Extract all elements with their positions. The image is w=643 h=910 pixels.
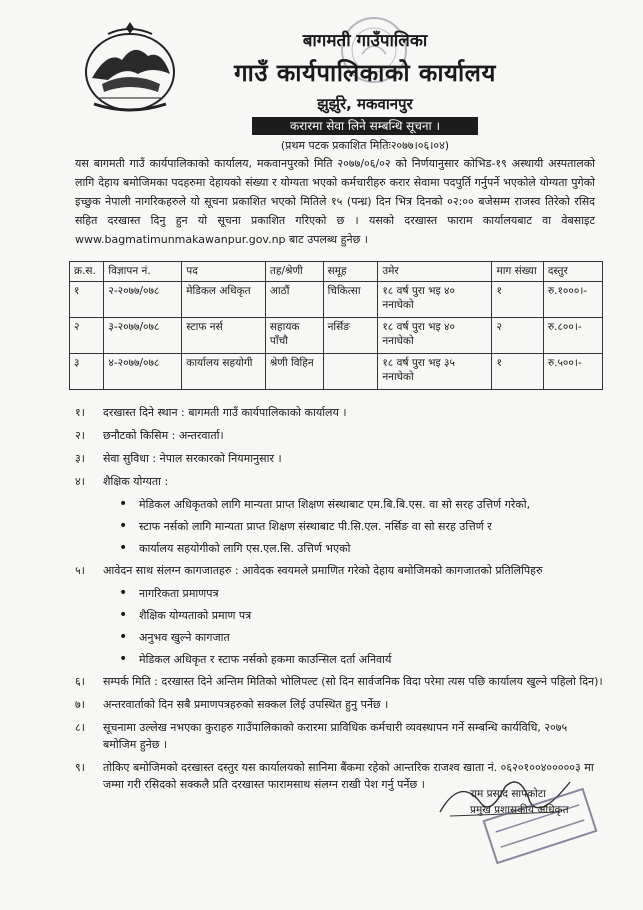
cell: ४-२०७७/०७८ [104, 354, 182, 390]
cell: १८ वर्ष पुरा भइ ४० ननाघेको [378, 282, 492, 318]
col-level: तह/श्रेणी [265, 262, 323, 282]
bullet-item: • अनुभव खुल्ने कागजात [75, 629, 603, 646]
signatory-title: प्रमुख प्रशासकीय अधिकृत [470, 804, 569, 816]
item-number: ६। [75, 675, 85, 688]
item-text: तोकिए बमोजिमको दरखास्त दस्तुर यस कार्यालयको सानिमा बैंकमा रहेको आन्तरिक राजश्व खाता नं. ०६२०१००४०००००३ मा जम्मा गरी रसिदको सक्कलै प्रति दरखास्त फारामसाथ संलग्न राखी पेश गर्नु पर्नेछ । [103, 761, 594, 791]
cell: २-२०७७/०७८ [104, 282, 182, 318]
cell: रु.१०००।- [543, 282, 602, 318]
municipality-name: बागमती गाउँपालिका [302, 31, 428, 51]
intro-paragraph: यस बागमती गाउँ कार्यपालिकाको कार्यालय, मकवानपुरको मिति २०७७/०६/०२ को निर्णयानुसार कोभिड-१९ अस्थायी अस्पतालको लागि देहाय बमोजिमका पदहरुमा देहायको संख्या र योग्यता भएको कर्मचारीहरु करार सेवामा पदपुर्ति गर्नुपर्ने भएकोले योग्यता पुगेको इच्छुक नेपाली नागरिकहरुले यो सूचना प्रकाशित भएको मितिले १५ (पन्ध्र) दिन भित्र दिनको ०२:०० बजेसम्म राजस्व तिरेको रसिद सहित दरखास्त दिनु हुन यो सूचना प्रकाशित गरिएको छ । यसको दरखास्त फाराम कार्यालयबाट वा वेबसाइट www.bagmatimunmakawanpur.gov.np बाट उपलब्ध हुनेछ । [75, 157, 595, 246]
item-number: ९। [75, 761, 85, 774]
cell: २ [70, 318, 104, 354]
item-text: अन्तरवार्ताको दिन सबै प्रमाणपत्रहरुको सक्कल लिई उपस्थित हुनु पर्नेछ । [103, 698, 389, 711]
table-row [70, 282, 603, 318]
cell: मेडिकल अधिकृत [182, 282, 266, 318]
item-number: १। [75, 406, 85, 419]
cell: १८ वर्ष पुरा भइ ४० ननाघेको [378, 318, 492, 354]
cell: कार्यालय सहयोगी [182, 354, 266, 390]
list-item [75, 450, 603, 467]
bullet-item: • स्टाफ नर्सको लागि मान्यता प्राप्त शिक्षण संस्थाबाट पी.सि.एल. नर्सिङ वा सो सरह उत्तिर्ण र [75, 518, 603, 535]
cell: १८ वर्ष पुरा भइ ३५ ननाघेको [378, 354, 492, 390]
item-number: ४। [75, 475, 85, 488]
item-text: आवेदन साथ संलग्न कागजातहरु : आवेदक स्वयमले प्रमाणित गरेको देहाय बमोजिमको कागजातको प्रतिलिपिहरु [103, 564, 543, 577]
item-text: शैक्षिक योग्यता : [103, 475, 169, 488]
list-item [75, 562, 603, 579]
cell: १ [492, 282, 543, 318]
signatory-name: राम प्रसाद सापकोटा [470, 788, 546, 800]
cell: नर्सिङ [323, 318, 378, 354]
list-item [75, 719, 603, 753]
col-fee: दस्तुर [543, 262, 602, 282]
item-number: ७। [75, 698, 85, 711]
cell: चिकित्सा [323, 282, 378, 318]
vacancy-table [69, 261, 603, 390]
cell: रु.८००।- [543, 318, 602, 354]
list-item [75, 404, 603, 421]
bullet-item: • शैक्षिक योग्यताको प्रमाण पत्र [75, 607, 603, 624]
cell: १ [70, 282, 104, 318]
cell: ३ [70, 354, 104, 390]
nepal-emblem-icon [78, 20, 182, 116]
signature-block [470, 786, 569, 818]
bullet-item: • मेडिकल अधिकृतको लागि मान्यता प्राप्त शिक्षण संस्थाबाट एम.बि.बि.एस. वा सो सरह उत्तिर्ण गरेको, [75, 496, 603, 513]
col-ad-number: विज्ञापन नं. [104, 262, 182, 282]
col-demand: माग संख्या [492, 262, 543, 282]
col-post: पद [182, 262, 266, 282]
item-text: सेवा सुविधा : नेपाल सरकारको नियमानुसार । [103, 452, 282, 465]
item-text: सम्पर्क मिति : दरखास्त दिने अन्तिम मितिको भोलिपल्ट (सो दिन सार्वजनिक विदा परेमा त्यस पछि कार्यालय खुल्ने पहिलो दिन)। [103, 675, 603, 688]
item-number: २। [75, 429, 85, 442]
item-number: ३। [75, 452, 85, 465]
item-text: सूचनामा उल्लेख नभएका कुराहरु गाउँपालिकाको करारमा प्राविधिक कर्मचारी व्यवस्थापन गर्ने सम्बन्धि कार्यविधि, २०७५ बमोजिम हुनेछ । [103, 721, 568, 751]
cell: २ [492, 318, 543, 354]
list-item [75, 696, 603, 713]
list-item [75, 673, 603, 690]
table-row [70, 354, 603, 390]
cell: स्टाफ नर्स [182, 318, 266, 354]
bullet-item: • नागरिकता प्रमाणपत्र [75, 585, 603, 602]
col-group: समूह [323, 262, 378, 282]
col-age: उमेर [378, 262, 492, 282]
table-row [70, 318, 603, 354]
item-text: छनौटको किसिम : अन्तरवार्ता। [103, 429, 224, 442]
cell: श्रेणी विहिन [265, 354, 323, 390]
cell: आठौं [265, 282, 323, 318]
bullet-item: • मेडिकल अधिकृत र स्टाफ नर्सको हकमा काउन्सिल दर्ता अनिवार्य [75, 651, 603, 668]
office-location: झुर्झुरे, मकवानपुर [317, 95, 413, 113]
conditions-list [75, 404, 603, 799]
list-item [75, 473, 603, 490]
col-serial: क्र.स. [70, 262, 104, 282]
cell [323, 354, 378, 390]
item-number: ५। [75, 564, 85, 577]
table-header-row [70, 262, 603, 282]
item-number: ८। [75, 721, 85, 734]
bullet-item: • कार्यालय सहयोगीको लागि एस.एल.सि. उत्तिर्ण भएको [75, 540, 603, 557]
item-text: दरखास्त दिने स्थान : बागमती गाउँ कार्यपालिकाको कार्यालय । [103, 406, 347, 419]
office-name: गाउँ कार्यपालिकाको कार्यालय [234, 59, 496, 87]
cell: सहायक पाँचौ [265, 318, 323, 354]
cell: ३-२०७७/०७८ [104, 318, 182, 354]
list-item [75, 427, 603, 444]
cell: रु.५००।- [543, 354, 602, 390]
cell: १ [492, 354, 543, 390]
publication-date: (प्रथम पटक प्रकाशित मितिः२०७७।०६।०४) [280, 139, 450, 152]
notice-title: करारमा सेवा लिने सम्बन्धि सूचना । [252, 117, 478, 135]
